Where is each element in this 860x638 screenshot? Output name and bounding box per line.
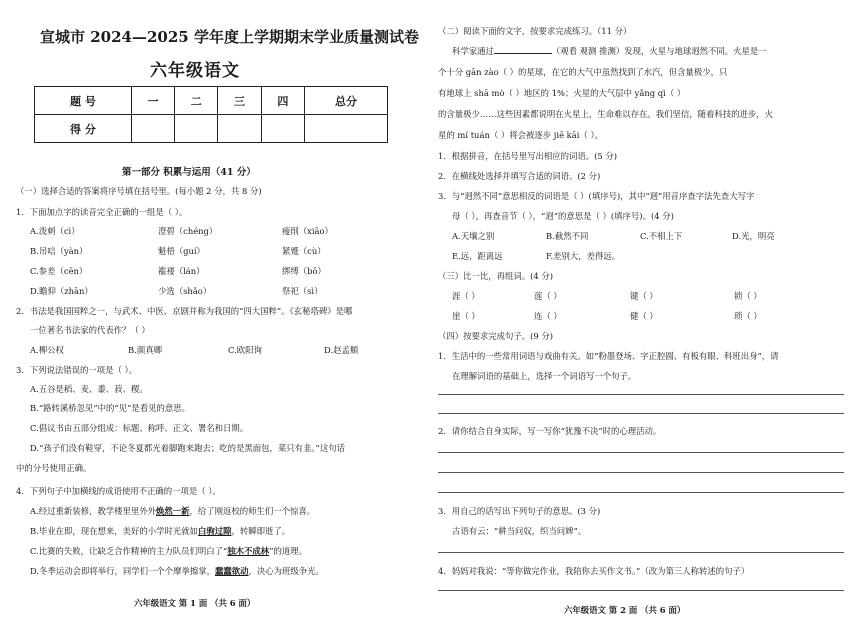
q1-option: 祭祀（sì） — [282, 286, 323, 296]
compare-item: 健（ ） — [630, 311, 658, 321]
passage-line-5: 星的 mí tuán（ ）将会被逐步 jiē kāi（ ）。 — [438, 130, 604, 140]
q4-option-a — [30, 506, 315, 517]
q4-b-suffix: ，转瞬即逝了。 — [231, 526, 291, 536]
passage-line-1-end: （观看 观测 推测）发现，火星与地球迥然不同。火星是一 — [551, 46, 767, 56]
q1-option: 澄碧（chéng） — [158, 226, 218, 236]
answer-line[interactable] — [438, 394, 844, 395]
part1-heading: 第一部分 积累与运用（41 分） — [122, 167, 256, 178]
passage-line-3: 有地球上 shā mò（ ）地区的 1%；火星的大气层中 yǎng qì（ ） — [438, 88, 686, 98]
q1-option: C.参差（cēn） — [30, 266, 88, 276]
q1-option: 紧蹙（cù） — [282, 246, 326, 256]
page-1-footer: 六年级语文 第 1 面 （共 6 面） — [134, 598, 256, 608]
reading-q1: 1．根据拼音，在括号里写出相应的词语。(5 分) — [438, 151, 617, 161]
reading-q3-option: D.光，明亮 — [732, 231, 775, 241]
q3-option-a: A.五谷是稻、麦、黍、菽、稷。 — [30, 384, 148, 394]
score-header-cell: 四 — [261, 87, 304, 115]
section4-heading: （四）按要求完成句子。(9 分) — [438, 331, 554, 341]
q4-c-suffix: ”的道理。 — [269, 546, 307, 556]
q4-option-c — [30, 546, 307, 557]
answer-line[interactable] — [438, 492, 844, 493]
q2-option: C.欧阳询 — [228, 345, 262, 355]
score-header-cell: 三 — [218, 87, 261, 115]
q4-a-prefix: A.经过重新装修，教学楼里里外外 — [30, 506, 156, 516]
sentence-q2: 2．请你结合自身实际，写一写你“犹豫不决”时的心理活动。 — [438, 426, 662, 436]
q1-stem: 1．下面加点字的读音完全正确的一组是（ ）。 — [16, 207, 188, 217]
score-table — [34, 86, 388, 143]
score-cell[interactable] — [218, 115, 261, 143]
q3-option-d-line2: 中的分号使用正确。 — [16, 463, 92, 473]
score-cell[interactable] — [261, 115, 304, 143]
score-header-cell: 总分 — [304, 87, 387, 115]
q1-option: B.吊唁（yàn） — [30, 246, 88, 256]
reading-q3-option: B.截然不同 — [546, 231, 589, 241]
page-2-footer: 六年级语文 第 2 面 （共 6 面） — [564, 605, 686, 615]
q1-option: 魁梧（guí） — [158, 246, 205, 256]
reading-q3-option: C.不相上下 — [640, 231, 683, 241]
exam-subtitle: 六年级语文 — [150, 61, 240, 81]
score-cell[interactable] — [131, 115, 174, 143]
page-2 — [432, 0, 860, 638]
reading-q3-option: F.差别大，差得远。 — [546, 251, 621, 261]
q1-option: 瘦削（xiāo） — [282, 226, 333, 236]
q4-stem: 4．下列句子中加横线的成语使用不正确的一项是（ ）。 — [16, 486, 221, 496]
answer-line[interactable] — [438, 452, 844, 453]
score-table-score-row — [35, 115, 388, 143]
q2-stem-line1: 2．书法是我国国粹之一，与武术、中医、京剧并称为我国的“四大国粹”。《玄秘塔碑》是哪 — [16, 306, 353, 316]
compare-item: 涯（ ） — [452, 291, 480, 301]
score-header-cell: 一 — [131, 87, 174, 115]
q1-option: 绑缚（bō） — [282, 266, 326, 276]
sentence-q1-line1: 1．生活中的一些常用词语与戏曲有关。如“粉墨登场、字正腔圆、有板有眼、科班出身”，请 — [438, 351, 779, 361]
reading-q3-option: E.远，距离远 — [452, 251, 503, 261]
score-header-cell: 题 号 — [35, 87, 132, 115]
sentence-q4: 4．妈妈对我说：“等你做完作业，我陪你去买作文书。”（改为第三人称转述的句子） — [438, 566, 750, 576]
sentence-q1-line2: 在理解词语的基础上，选择一个词语写一个句子。 — [452, 371, 637, 381]
answer-line[interactable] — [438, 413, 844, 414]
q2-option: D.赵孟頫 — [324, 345, 359, 355]
passage-line-4: 的含量极少……这些因素都说明在火星上，生命难以存在。我们坚信，随着科技的进步，火 — [438, 109, 773, 119]
q1-option: A.泼刺（cì） — [30, 226, 80, 236]
score-table-header-row — [35, 87, 388, 115]
q1-option: 褴褛（lán） — [158, 266, 205, 276]
q4-d-suffix: ，决心为班级争光。 — [248, 566, 324, 576]
reading-q2: 2．在横线处选择并填写合适的词语。(2 分) — [438, 171, 601, 181]
compare-item: 崖（ ） — [452, 311, 480, 321]
compare-item: 键（ ） — [630, 291, 658, 301]
q1-option: D.瞻仰（zhān） — [30, 286, 93, 296]
q4-b-prefix: B.毕业在即，现在想来，美好的小学时光就如 — [30, 526, 198, 536]
score-header-cell: 二 — [175, 87, 218, 115]
q4-option-b — [30, 526, 290, 537]
q4-c-idiom: 独木不成林 — [227, 546, 270, 556]
sentence-q3: 3．用自己的话写出下列句子的意思。(3 分) — [438, 506, 601, 516]
q3-option-d-line1: D.“孩子们没有鞋穿，不论冬夏都光着脚跑来跑去；吃的是黑面包，菜只有韭。”这句话 — [30, 443, 345, 453]
q4-a-idiom: 焕然一新 — [155, 506, 190, 516]
score-cell[interactable] — [175, 115, 218, 143]
q2-option: A.柳公权 — [30, 345, 64, 355]
compare-item: 连（ ） — [534, 311, 562, 321]
q3-stem: 3．下列说法错误的一项是（ ）。 — [16, 365, 138, 375]
q3-option-c: C.倡议书由五部分组成：标题、称呼、正文、署名和日期。 — [30, 423, 249, 433]
q1-option: 少选（shǎo） — [158, 286, 212, 296]
passage-line-1 — [452, 46, 767, 57]
passage-line-1-start: 科学家通过 — [452, 46, 494, 56]
q4-a-suffix: ，给了刚返校的师生们一个惊喜。 — [189, 506, 316, 516]
score-cell[interactable] — [304, 115, 387, 143]
q4-d-prefix: D.冬季运动会即将举行，同学们一个个摩拳擦掌， — [30, 566, 215, 576]
passage-answer-blank[interactable] — [494, 53, 552, 54]
reading-q3-line2: 母（ ），再查音节（ ），“迥”的意思是（ ）(填序号)。(4 分) — [452, 211, 674, 221]
score-row-label: 得 分 — [35, 115, 132, 143]
reading-q3-option: A.天壤之别 — [452, 231, 495, 241]
sentence-q3-quote: 古语有云：“耕当问奴，织当问婢”。 — [452, 526, 587, 536]
q4-b-idiom: 白驹过隙 — [197, 526, 232, 536]
q2-stem-line2: 一位著名书法家的代表作？（ ） — [30, 325, 150, 335]
compare-item: 莲（ ） — [534, 291, 562, 301]
section1-heading: （一）选择合适的答案将序号填在括号里。(每小题 2 分，共 8 分) — [16, 186, 262, 196]
q4-c-prefix: C.比赛的失败，让缺乏合作精神的主力队员们明白了“ — [30, 546, 228, 556]
compare-item: 锁（ ） — [734, 291, 762, 301]
page-1 — [0, 0, 418, 638]
answer-line[interactable] — [438, 552, 844, 553]
passage-line-2: 个十分 gān zào（ ）的星球，在它的大气中虽然找到了水汽，但含量极少，只 — [438, 67, 728, 77]
q2-option: B.颜真卿 — [128, 345, 162, 355]
q3-option-b: B.“路转溪桥忽见”中的“见”是看见的意思。 — [30, 403, 190, 413]
q4-d-idiom: 蠢蠢欲动 — [214, 566, 249, 576]
q4-option-d — [30, 566, 324, 577]
reading-q3-line1: 3．与“迥然不同”意思相反的词语是（ ）(填序号)，其中“迥”用音序查字法先查大写字 — [438, 191, 755, 201]
section2-heading: （二）阅读下面的文字，按要求完成练习。（11 分） — [438, 26, 632, 36]
section3-heading: （三）比一比，再组词。(4 分) — [438, 271, 554, 281]
exam-title: 宣城市 2024—2025 学年度上学期期末学业质量测试卷 — [40, 28, 419, 46]
answer-line[interactable] — [438, 590, 844, 591]
answer-line[interactable] — [438, 472, 844, 473]
compare-item: 琐（ ） — [734, 311, 762, 321]
